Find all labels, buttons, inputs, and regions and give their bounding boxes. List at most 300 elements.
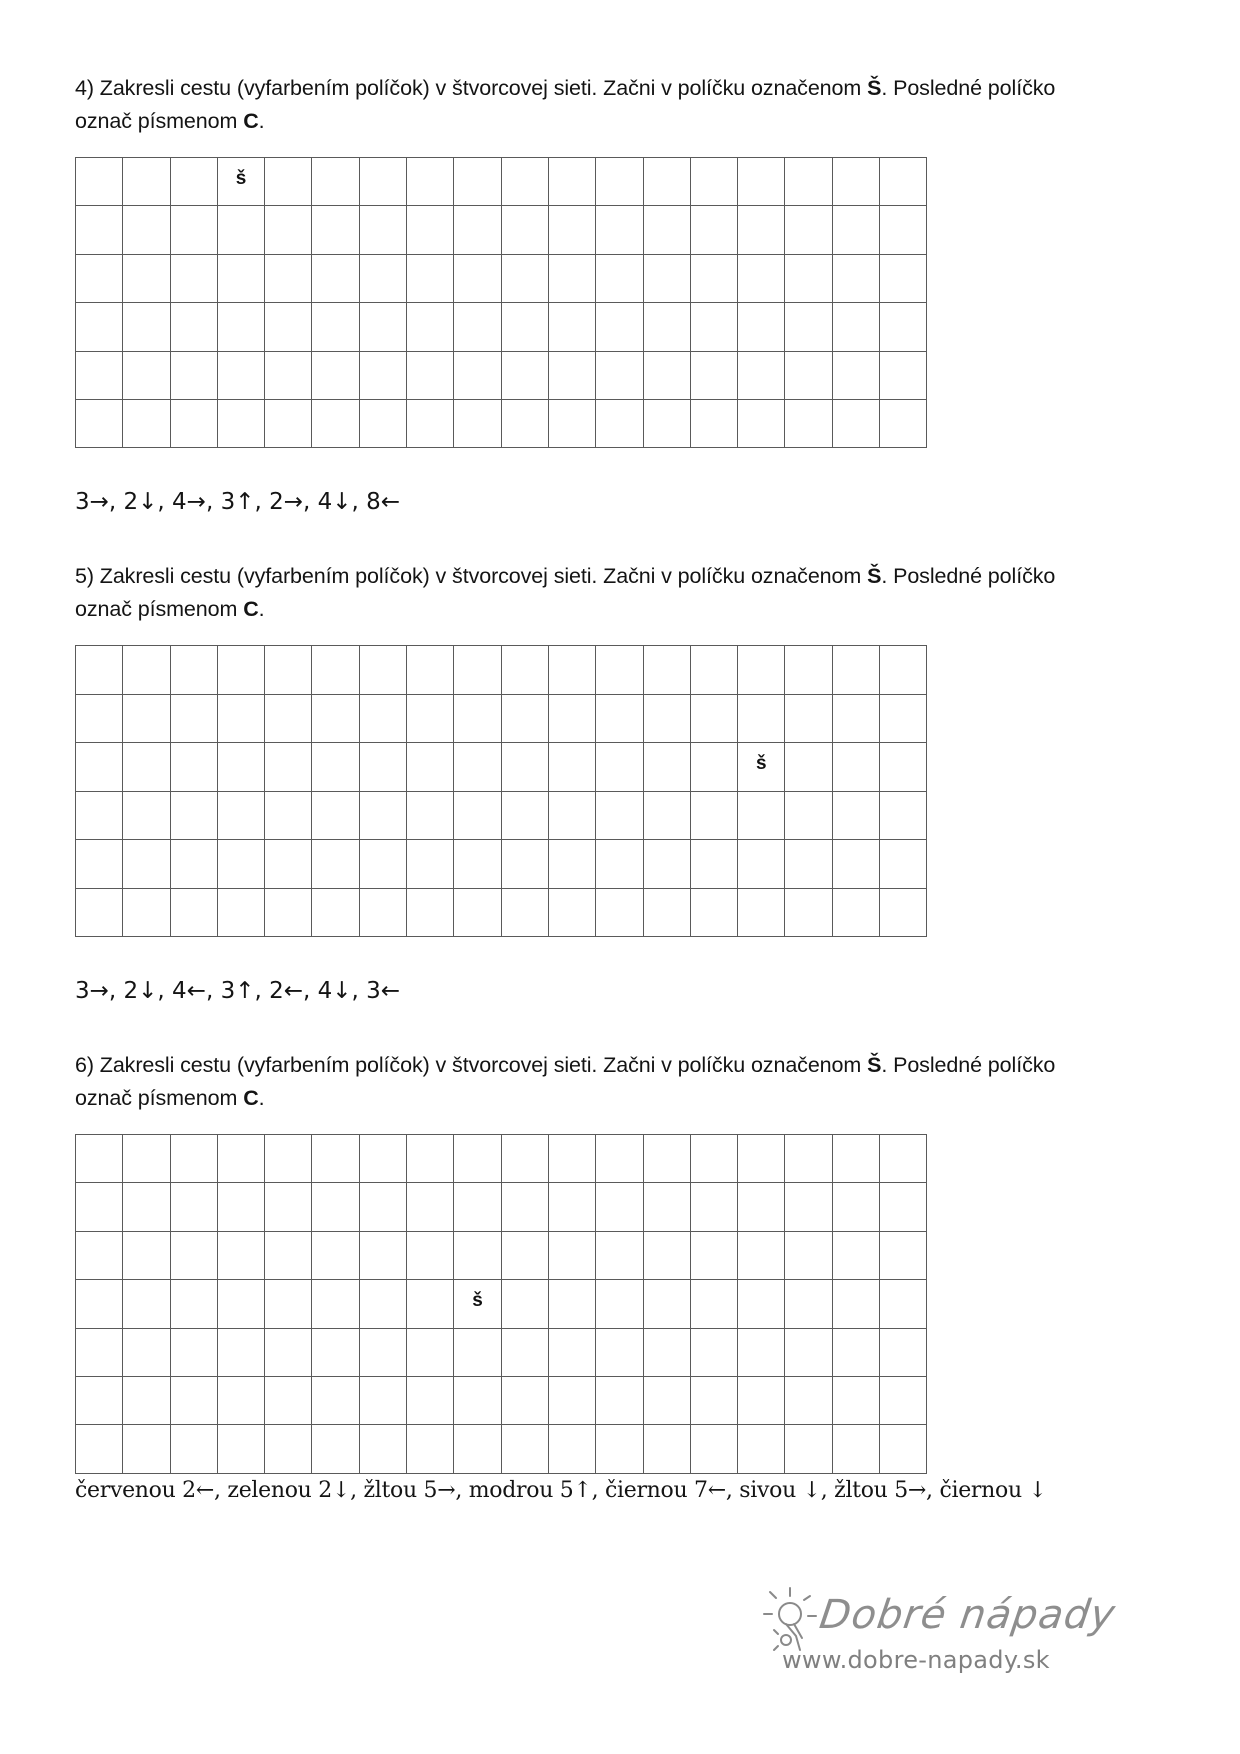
grid-cell[interactable]	[785, 743, 832, 792]
grid-cell[interactable]	[123, 399, 170, 447]
grid-cell[interactable]	[454, 1135, 501, 1183]
grid-cell[interactable]	[832, 1135, 879, 1183]
grid-cell[interactable]	[312, 1280, 359, 1328]
grid-cell[interactable]	[123, 351, 170, 399]
grid-cell[interactable]	[76, 840, 123, 889]
grid-cell[interactable]	[738, 1280, 785, 1328]
grid-cell[interactable]	[454, 158, 501, 206]
grid-cell[interactable]	[76, 1376, 123, 1424]
grid-cell[interactable]	[596, 791, 643, 840]
grid-cell[interactable]	[217, 254, 264, 302]
grid-cell[interactable]	[454, 1376, 501, 1424]
grid-cell[interactable]	[217, 1231, 264, 1279]
grid-cell[interactable]	[170, 1183, 217, 1231]
grid-cell[interactable]	[690, 158, 737, 206]
grid-cell[interactable]	[312, 1328, 359, 1376]
grid-cell[interactable]	[785, 1231, 832, 1279]
grid-cell[interactable]	[880, 791, 927, 840]
grid-cell[interactable]	[217, 1376, 264, 1424]
grid-cell[interactable]	[312, 1425, 359, 1473]
grid-cell[interactable]	[170, 158, 217, 206]
grid-cell[interactable]	[690, 254, 737, 302]
grid-cell[interactable]	[880, 1231, 927, 1279]
grid-cell[interactable]	[548, 1183, 595, 1231]
grid-cell[interactable]	[832, 791, 879, 840]
grid-cell[interactable]	[643, 694, 690, 743]
grid-cell[interactable]	[407, 399, 454, 447]
grid-cell[interactable]	[454, 351, 501, 399]
grid-cell[interactable]	[548, 206, 595, 254]
grid-cell[interactable]	[738, 1183, 785, 1231]
grid-cell[interactable]	[359, 254, 406, 302]
grid-cell[interactable]	[265, 694, 312, 743]
grid-cell[interactable]	[359, 351, 406, 399]
grid-cell[interactable]	[785, 158, 832, 206]
grid-cell[interactable]	[501, 1328, 548, 1376]
grid-cell[interactable]	[312, 206, 359, 254]
grid-cell[interactable]	[359, 399, 406, 447]
grid-cell[interactable]	[548, 1376, 595, 1424]
grid-cell[interactable]	[265, 158, 312, 206]
grid-cell[interactable]	[690, 743, 737, 792]
grid-cell[interactable]	[265, 1231, 312, 1279]
grid-cell[interactable]	[312, 254, 359, 302]
grid-cell[interactable]	[170, 1135, 217, 1183]
grid-cell[interactable]	[170, 646, 217, 695]
grid-cell[interactable]	[312, 158, 359, 206]
grid-cell[interactable]	[738, 840, 785, 889]
grid-cell[interactable]	[170, 1376, 217, 1424]
grid-cell[interactable]	[359, 743, 406, 792]
grid-cell[interactable]	[548, 1425, 595, 1473]
grid-cell[interactable]	[596, 351, 643, 399]
grid-cell[interactable]	[643, 1135, 690, 1183]
grid-cell[interactable]	[312, 303, 359, 351]
grid-cell[interactable]	[785, 351, 832, 399]
grid-cell[interactable]	[785, 303, 832, 351]
grid-cell[interactable]	[880, 1183, 927, 1231]
grid-cell[interactable]	[359, 1328, 406, 1376]
grid-cell[interactable]	[785, 1328, 832, 1376]
grid-cell[interactable]	[170, 1328, 217, 1376]
grid-cell[interactable]	[785, 206, 832, 254]
grid-cell[interactable]	[123, 1280, 170, 1328]
grid-cell[interactable]	[359, 1280, 406, 1328]
grid-cell[interactable]	[312, 743, 359, 792]
grid-cell[interactable]	[76, 1135, 123, 1183]
grid-cell[interactable]	[690, 1376, 737, 1424]
grid-cell[interactable]	[501, 1231, 548, 1279]
grid-cell[interactable]	[217, 694, 264, 743]
grid-cell[interactable]	[217, 1425, 264, 1473]
grid-cell[interactable]	[407, 840, 454, 889]
grid-cell[interactable]	[832, 1425, 879, 1473]
grid-cell[interactable]	[832, 1376, 879, 1424]
grid-cell[interactable]	[832, 1280, 879, 1328]
grid-cell[interactable]	[643, 743, 690, 792]
grid-cell[interactable]	[501, 254, 548, 302]
grid-cell[interactable]	[312, 351, 359, 399]
grid-cell[interactable]	[643, 158, 690, 206]
grid-cell[interactable]	[359, 158, 406, 206]
grid-cell[interactable]	[454, 694, 501, 743]
grid-cell[interactable]	[643, 399, 690, 447]
grid-cell[interactable]	[596, 1328, 643, 1376]
grid-cell[interactable]	[596, 1280, 643, 1328]
grid-cell[interactable]	[548, 303, 595, 351]
grid-cell[interactable]	[265, 206, 312, 254]
grid-cell[interactable]	[407, 1231, 454, 1279]
grid-cell[interactable]	[359, 206, 406, 254]
grid-cell[interactable]	[170, 1425, 217, 1473]
grid-cell[interactable]	[738, 254, 785, 302]
grid-cell[interactable]	[123, 1376, 170, 1424]
grid-cell[interactable]	[407, 1183, 454, 1231]
grid-cell[interactable]	[690, 840, 737, 889]
grid-cell[interactable]	[170, 791, 217, 840]
grid-cell[interactable]	[407, 1280, 454, 1328]
grid-cell[interactable]	[880, 1425, 927, 1473]
grid-cell[interactable]	[785, 1280, 832, 1328]
grid-cell[interactable]	[76, 351, 123, 399]
grid-cell[interactable]	[596, 254, 643, 302]
grid-cell[interactable]	[738, 158, 785, 206]
grid-cell[interactable]	[548, 840, 595, 889]
grid-cell[interactable]	[454, 254, 501, 302]
grid-cell[interactable]	[832, 694, 879, 743]
grid-cell[interactable]	[359, 694, 406, 743]
grid-cell[interactable]	[454, 791, 501, 840]
grid-cell[interactable]	[123, 254, 170, 302]
grid-cell[interactable]	[501, 1376, 548, 1424]
grid-cell[interactable]	[76, 254, 123, 302]
grid-cell[interactable]	[785, 694, 832, 743]
grid-cell[interactable]	[407, 646, 454, 695]
grid-cell[interactable]	[312, 840, 359, 889]
grid-cell[interactable]	[596, 694, 643, 743]
grid-cell[interactable]	[501, 206, 548, 254]
grid-cell[interactable]	[596, 158, 643, 206]
grid-cell[interactable]	[359, 303, 406, 351]
grid-cell[interactable]	[407, 694, 454, 743]
grid-cell[interactable]	[738, 351, 785, 399]
grid-cell[interactable]	[217, 303, 264, 351]
grid-cell[interactable]	[548, 888, 595, 937]
grid-cell[interactable]	[548, 743, 595, 792]
grid-cell[interactable]	[76, 1231, 123, 1279]
grid-cell[interactable]	[548, 351, 595, 399]
grid-cell[interactable]	[596, 1183, 643, 1231]
grid-cell[interactable]	[880, 399, 927, 447]
grid-cell[interactable]	[407, 888, 454, 937]
grid-cell[interactable]	[265, 1280, 312, 1328]
grid-cell[interactable]	[785, 1425, 832, 1473]
grid-cell[interactable]	[880, 1135, 927, 1183]
grid-cell[interactable]	[832, 1328, 879, 1376]
grid-cell[interactable]	[76, 888, 123, 937]
grid-cell[interactable]	[596, 646, 643, 695]
grid-cell[interactable]	[312, 1376, 359, 1424]
grid-cell[interactable]	[690, 1425, 737, 1473]
grid-cell[interactable]	[832, 1231, 879, 1279]
grid-cell[interactable]	[548, 694, 595, 743]
grid-cell[interactable]	[690, 646, 737, 695]
grid-cell[interactable]	[785, 1183, 832, 1231]
grid-cell[interactable]	[501, 791, 548, 840]
grid-cell[interactable]	[123, 791, 170, 840]
grid-cell[interactable]	[76, 303, 123, 351]
grid-cell[interactable]	[123, 1328, 170, 1376]
grid-cell[interactable]	[643, 791, 690, 840]
grid-cell[interactable]	[643, 1328, 690, 1376]
grid-cell[interactable]	[265, 791, 312, 840]
grid-cell[interactable]	[359, 840, 406, 889]
grid-cell[interactable]	[454, 1425, 501, 1473]
grid-cell[interactable]	[454, 840, 501, 889]
grid-cell[interactable]	[312, 399, 359, 447]
grid-cell[interactable]	[690, 1280, 737, 1328]
grid-cell[interactable]	[76, 646, 123, 695]
grid-cell[interactable]	[643, 254, 690, 302]
grid-cell[interactable]	[76, 399, 123, 447]
grid-cell[interactable]	[76, 743, 123, 792]
grid-cell[interactable]	[454, 1328, 501, 1376]
grid-cell[interactable]	[643, 351, 690, 399]
grid-cell[interactable]	[170, 351, 217, 399]
grid-cell[interactable]	[454, 303, 501, 351]
grid-cell[interactable]	[690, 888, 737, 937]
grid-cell[interactable]	[123, 840, 170, 889]
grid-cell[interactable]	[123, 1183, 170, 1231]
grid-cell[interactable]	[596, 1135, 643, 1183]
grid-cell[interactable]	[312, 1135, 359, 1183]
grid-cell[interactable]	[690, 351, 737, 399]
grid-cell[interactable]	[359, 791, 406, 840]
grid-cell[interactable]	[690, 1135, 737, 1183]
grid-cell[interactable]	[76, 1183, 123, 1231]
grid-cell[interactable]	[548, 254, 595, 302]
grid-cell[interactable]	[265, 399, 312, 447]
grid-cell[interactable]	[501, 743, 548, 792]
grid-cell[interactable]	[265, 254, 312, 302]
grid-cell[interactable]	[265, 1376, 312, 1424]
grid-cell[interactable]	[501, 646, 548, 695]
grid-cell[interactable]	[359, 1425, 406, 1473]
grid-cell[interactable]	[501, 1425, 548, 1473]
grid-cell[interactable]	[643, 303, 690, 351]
grid-cell[interactable]	[596, 743, 643, 792]
grid-cell[interactable]	[265, 1328, 312, 1376]
grid-cell[interactable]	[785, 646, 832, 695]
grid-cell[interactable]	[217, 1183, 264, 1231]
grid-cell-start[interactable]: š	[738, 743, 785, 792]
grid-cell[interactable]	[454, 1231, 501, 1279]
grid-cell[interactable]	[832, 1183, 879, 1231]
grid-cell[interactable]	[643, 1183, 690, 1231]
grid-cell[interactable]	[265, 351, 312, 399]
grid-cell[interactable]	[596, 888, 643, 937]
grid-cell[interactable]	[217, 791, 264, 840]
grid-cell[interactable]	[501, 1183, 548, 1231]
grid-cell[interactable]	[501, 888, 548, 937]
grid-cell[interactable]	[312, 1183, 359, 1231]
grid-cell[interactable]	[407, 206, 454, 254]
grid-cell[interactable]	[643, 1376, 690, 1424]
grid-cell[interactable]	[265, 303, 312, 351]
grid-cell[interactable]	[407, 1425, 454, 1473]
grid-cell[interactable]	[785, 840, 832, 889]
grid-cell[interactable]	[217, 646, 264, 695]
grid-cell[interactable]	[596, 206, 643, 254]
grid-cell[interactable]	[880, 158, 927, 206]
grid-cell[interactable]	[265, 840, 312, 889]
grid-cell[interactable]	[501, 1280, 548, 1328]
grid-cell[interactable]	[170, 840, 217, 889]
grid-cell[interactable]	[738, 399, 785, 447]
grid-cell[interactable]	[738, 888, 785, 937]
grid-cell[interactable]	[880, 1328, 927, 1376]
grid-cell[interactable]	[76, 1280, 123, 1328]
grid-cell[interactable]	[359, 1231, 406, 1279]
grid-cell[interactable]	[832, 206, 879, 254]
grid-cell[interactable]	[643, 646, 690, 695]
grid-cell[interactable]	[501, 1135, 548, 1183]
grid-cell[interactable]	[785, 254, 832, 302]
grid-cell[interactable]	[123, 888, 170, 937]
grid-cell[interactable]	[217, 206, 264, 254]
grid-cell[interactable]	[501, 303, 548, 351]
grid-cell[interactable]	[170, 254, 217, 302]
grid-cell[interactable]	[738, 303, 785, 351]
grid-cell[interactable]	[76, 206, 123, 254]
grid-cell[interactable]	[880, 1280, 927, 1328]
grid-cell[interactable]	[217, 1328, 264, 1376]
grid-cell[interactable]	[880, 743, 927, 792]
grid-cell[interactable]	[217, 888, 264, 937]
grid-cell[interactable]	[501, 399, 548, 447]
grid-cell[interactable]	[785, 1135, 832, 1183]
grid-cell[interactable]	[738, 206, 785, 254]
grid-cell[interactable]	[785, 1376, 832, 1424]
grid-cell[interactable]	[170, 1231, 217, 1279]
grid-cell[interactable]	[643, 1231, 690, 1279]
grid-cell[interactable]	[265, 888, 312, 937]
grid-cell[interactable]	[407, 743, 454, 792]
grid-cell[interactable]	[880, 351, 927, 399]
grid-cell[interactable]	[832, 646, 879, 695]
grid-cell[interactable]	[596, 1376, 643, 1424]
grid-cell[interactable]	[596, 303, 643, 351]
grid-cell[interactable]	[170, 888, 217, 937]
grid-cell[interactable]	[690, 206, 737, 254]
grid-cell-start[interactable]: š	[454, 1280, 501, 1328]
grid-cell[interactable]	[454, 399, 501, 447]
grid-cell[interactable]	[880, 840, 927, 889]
grid-cell[interactable]	[690, 1183, 737, 1231]
grid-cell[interactable]	[548, 646, 595, 695]
grid-cell[interactable]	[738, 791, 785, 840]
grid-cell[interactable]	[596, 840, 643, 889]
grid-cell[interactable]	[217, 1280, 264, 1328]
grid-cell[interactable]	[690, 1328, 737, 1376]
grid-cell[interactable]	[832, 840, 879, 889]
grid-cell[interactable]	[76, 791, 123, 840]
grid-cell[interactable]	[265, 1183, 312, 1231]
grid-cell[interactable]	[312, 694, 359, 743]
grid-cell[interactable]	[312, 646, 359, 695]
grid-cell[interactable]	[359, 646, 406, 695]
grid-cell[interactable]	[265, 1425, 312, 1473]
grid-cell[interactable]	[76, 694, 123, 743]
grid-cell[interactable]	[170, 743, 217, 792]
grid-cell[interactable]	[170, 1280, 217, 1328]
grid-cell[interactable]	[785, 791, 832, 840]
grid-cell[interactable]	[454, 888, 501, 937]
grid-cell[interactable]	[785, 888, 832, 937]
grid-cell[interactable]	[643, 888, 690, 937]
grid-cell[interactable]	[880, 303, 927, 351]
grid-cell[interactable]	[217, 351, 264, 399]
grid-cell[interactable]	[738, 694, 785, 743]
grid-cell[interactable]	[123, 646, 170, 695]
grid-cell[interactable]	[880, 888, 927, 937]
grid-cell[interactable]	[832, 351, 879, 399]
grid-cell[interactable]	[690, 399, 737, 447]
grid-cell[interactable]	[596, 399, 643, 447]
grid-cell[interactable]	[548, 158, 595, 206]
grid-cell[interactable]	[123, 303, 170, 351]
grid-cell[interactable]	[407, 158, 454, 206]
grid-cell[interactable]	[880, 1376, 927, 1424]
grid-cell[interactable]	[312, 791, 359, 840]
grid-cell[interactable]	[832, 399, 879, 447]
grid-cell[interactable]	[643, 840, 690, 889]
grid-cell[interactable]	[123, 1135, 170, 1183]
grid-cell[interactable]	[407, 303, 454, 351]
grid-cell[interactable]	[170, 399, 217, 447]
grid-cell[interactable]	[407, 1328, 454, 1376]
grid-cell[interactable]	[265, 1135, 312, 1183]
grid-cell[interactable]	[76, 1425, 123, 1473]
grid-cell[interactable]	[217, 1135, 264, 1183]
grid-cell[interactable]	[785, 399, 832, 447]
grid-cell[interactable]	[123, 158, 170, 206]
grid-cell[interactable]	[738, 646, 785, 695]
grid-cell[interactable]	[596, 1231, 643, 1279]
grid-cell[interactable]	[832, 888, 879, 937]
grid-cell[interactable]	[359, 1135, 406, 1183]
grid-cell[interactable]	[407, 254, 454, 302]
grid-cell-start[interactable]: š	[217, 158, 264, 206]
grid-cell[interactable]	[407, 351, 454, 399]
grid-cell[interactable]	[880, 206, 927, 254]
grid-cell[interactable]	[738, 1135, 785, 1183]
grid-cell[interactable]	[217, 399, 264, 447]
grid-cell[interactable]	[407, 791, 454, 840]
grid-cell[interactable]	[690, 1231, 737, 1279]
grid-cell[interactable]	[501, 840, 548, 889]
grid-cell[interactable]	[832, 743, 879, 792]
grid-cell[interactable]	[312, 888, 359, 937]
grid-cell[interactable]	[217, 840, 264, 889]
grid-cell[interactable]	[880, 254, 927, 302]
grid-cell[interactable]	[265, 646, 312, 695]
grid-cell[interactable]	[407, 1135, 454, 1183]
grid-cell[interactable]	[548, 1280, 595, 1328]
grid-cell[interactable]	[359, 1376, 406, 1424]
grid-cell[interactable]	[738, 1425, 785, 1473]
grid-cell[interactable]	[123, 1425, 170, 1473]
